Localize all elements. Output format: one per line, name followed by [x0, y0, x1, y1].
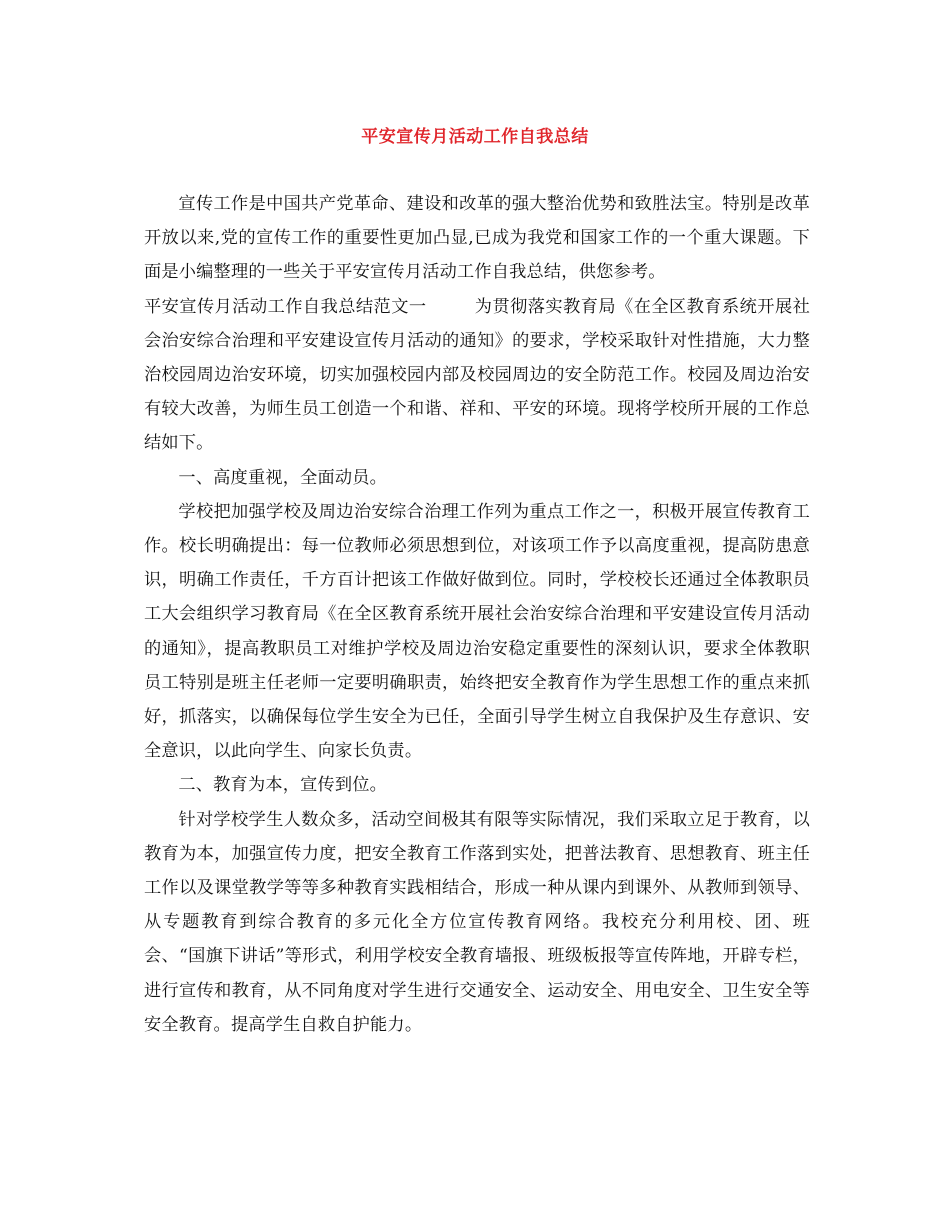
document-title: 平安宣传月活动工作自我总结: [361, 127, 589, 147]
section-2-paragraph: 针对学校学生人数众多，活动空间极其有限等实际情况，我们采取立足于教育，以教育为本，加强宣传力度，把安全教育工作落到实处，把普法教育、思想教育、班主任工作以及课堂教学等等多种教育实践相结合，形成一种从课内到课外、从教师到领导、从专题教育到综合教育的多元化全方位宣传教育网络。我校充分利用校、团、班会、“国旗下讲话”等形式，利用学校安全教育墙报、班级板报等宣传阵地，开辟专栏，进行宣传和教育，从不同角度对学生进行交通安全、运动安全、用电安全、卫生安全等安全教育。提高学生自救自护能力。: [144, 809, 810, 1035]
section-1-paragraph: 学校把加强学校及周边治安综合治理工作列为重点工作之一，积极开展宣传教育工作。校长明确提出：每一位教师必须思想到位，对该项工作予以高度重视，提高防患意识，明确工作责任，千方百计把该工作做好做到位。同时，学校校长还通过全体教职员工大会组织学习教育局《在全区教育系统开展社会治安综合治理和平安建设宣传月活动的通知》，提高教职员工对维护学校及周边治安稳定重要性的深刻认识，要求全体教职员工特别是班主任老师一定要明确职责，始终把安全教育作为学生思想工作的重点来抓好，抓落实，以确保每位学生安全为已任，全面引导学生树立自我保护及生存意识、安全意识，以此向学生、向家长负责。: [144, 501, 810, 762]
intro-paragraph: 宣传工作是中国共产党革命、建设和改革的强大整治优势和致胜法宝。特别是改革开放以来,党的宣传工作的重要性更加凸显,已成为我党和国家工作的一个重大课题。下面是小编整理的一些关于平安宣传月活动工作自我总结，供您参考。: [144, 194, 810, 283]
sample-text: 为贯彻落实教育局《在全区教育系统开展社会治安综合治理和平安建设宣传月活动的通知》的要求，学校采取针对性措施，大力整治校园周边治安环境，切实加强校园内部及校园周边的安全防范工作。校园及周边治安有较大改善，为师生员工创造一个和谐、祥和、平安的环境。现将学校所开展的工作总结如下。: [144, 296, 810, 454]
sample-label: 平安宣传月活动工作自我总结范文一: [144, 296, 427, 317]
sample-paragraph: [144, 290, 810, 461]
document-body: [144, 187, 810, 1042]
section-1-heading: 一、高度重视，全面动员。: [178, 467, 388, 488]
section-2-heading: 二、教育为本，宣传到位。: [178, 775, 388, 796]
